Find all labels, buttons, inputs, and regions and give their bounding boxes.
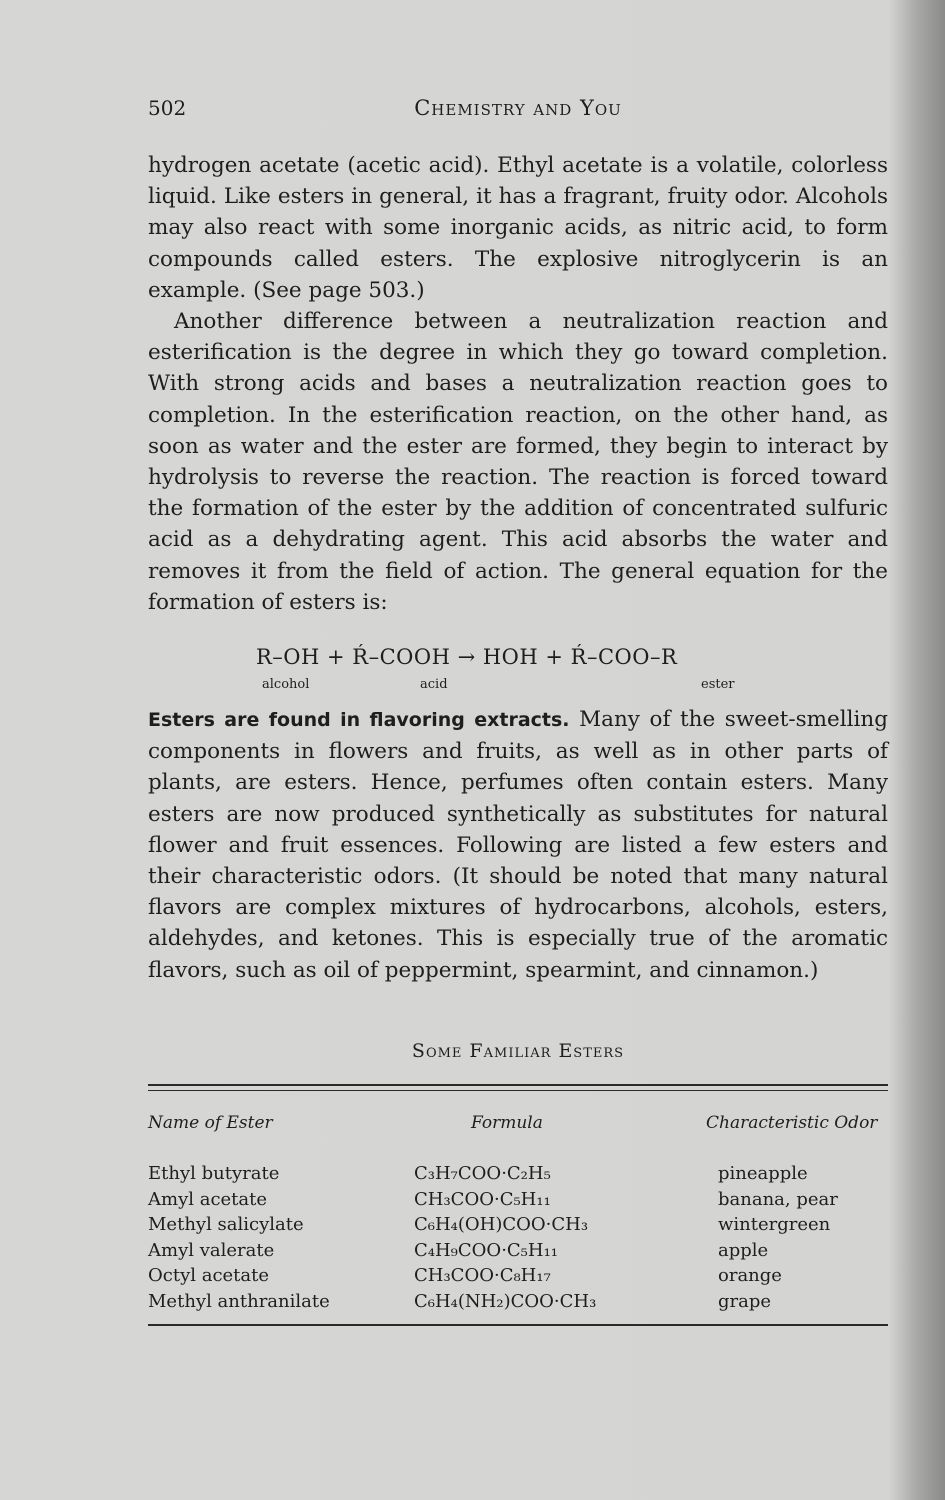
cell-formula: CH₃COO·C₅H₁₁: [414, 1188, 551, 1210]
column-header-odor: Characteristic Odor: [706, 1113, 878, 1133]
running-title: Chemistry and You: [414, 96, 622, 120]
cell-name: Ethyl butyrate: [148, 1163, 280, 1184]
page-header: [148, 96, 888, 126]
cell-name: Octyl acetate: [148, 1265, 270, 1287]
column-header-formula: Formula: [471, 1113, 543, 1133]
cell-name: Amyl valerate: [148, 1239, 275, 1261]
cell-odor: apple: [718, 1239, 769, 1261]
table-row: [148, 1265, 888, 1291]
page-number: 502: [148, 96, 187, 120]
table-bottom-rule: [148, 1324, 888, 1326]
esters-section: [148, 704, 888, 986]
table-body: [148, 1163, 888, 1317]
table-row: [148, 1214, 888, 1240]
table-row: [148, 1240, 888, 1266]
cell-odor: orange: [718, 1265, 782, 1287]
cell-formula: C₄H₉COO·C₅H₁₁: [414, 1239, 559, 1261]
cell-name: Amyl acetate: [148, 1188, 268, 1210]
cell-odor: pineapple: [718, 1163, 808, 1184]
cell-name: Methyl salicylate: [148, 1214, 304, 1236]
cell-formula: CH₃COO·C₈H₁₇: [414, 1265, 551, 1287]
equation-text: R–OH + Ŕ–COOH → HOH + Ŕ–COO–R: [256, 645, 678, 669]
cell-formula: C₆H₄(NH₂)COO·CH₃: [414, 1290, 597, 1312]
table-top-rule-thin: [148, 1090, 888, 1091]
paragraph-2: Another difference between a neutralization reaction and esterification is the degree in which they go toward completion. With strong acids and bases a neutralization reaction goes to completion. In the esterification reaction, on the other hand, as soon as water and the ester are formed, they begin to interact by hydrolysis to reverse the reaction. The reaction is forced toward the formation of the ester by the addition of concentrated sulfuric acid as a dehydrating agent. This acid absorbs the water and removes it from the field of action. The general equation for the formation of esters is:: [148, 309, 888, 615]
equation-label-acid: acid: [420, 677, 448, 692]
table-caption: Some Familiar Esters: [411, 1040, 625, 1062]
paragraph-1: hydrogen acetate (acetic acid). Ethyl acetate is a volatile, colorless liquid. Like esters in general, it has a fragrant, fruity odor. Alcohols may also react with some inorganic acids, as nitric acid, to form compounds called esters. The explosive nitroglycerin is an example. (See page 503.): [148, 153, 888, 303]
table-row: [148, 1189, 888, 1215]
equation-label-alcohol: alcohol: [262, 677, 310, 692]
table-header: [148, 1113, 888, 1137]
table-top-rule: [148, 1084, 888, 1086]
cell-odor: grape: [718, 1290, 772, 1312]
column-header-name: Name of Ester: [148, 1113, 273, 1133]
section-body: Many of the sweet-smelling components in flowers and fruits, as well as in other parts of plants, are esters. Hence, perfumes often contain esters. Many esters are now produced synthetically as substitutes for natural flower and fruit essences. Following are listed a few esters and their characteristic odors. (It should be noted that many natural flavors are complex mixtures of hydrocarbons, alcohols, esters, aldehydes, and ketones. This is especially true of the aromatic flavors, such as oil of peppermint, spearmint, and cinnamon.): [148, 707, 888, 983]
ester-equation: [148, 645, 888, 697]
section-lead-heading: Esters are found in flavoring extracts.: [148, 709, 570, 731]
table-row: [148, 1163, 888, 1189]
cell-name: Methyl anthranilate: [148, 1290, 330, 1312]
cell-odor: banana, pear: [718, 1188, 838, 1210]
equation-label-ester: ester: [701, 677, 735, 692]
cell-odor: wintergreen: [718, 1214, 831, 1236]
cell-formula: C₆H₄(OH)COO·CH₃: [414, 1214, 589, 1236]
table-row: [148, 1291, 888, 1317]
cell-formula: C₃H₇COO·C₂H₅: [414, 1163, 551, 1184]
body-text: [148, 150, 888, 618]
esters-paragraph: [148, 704, 888, 986]
